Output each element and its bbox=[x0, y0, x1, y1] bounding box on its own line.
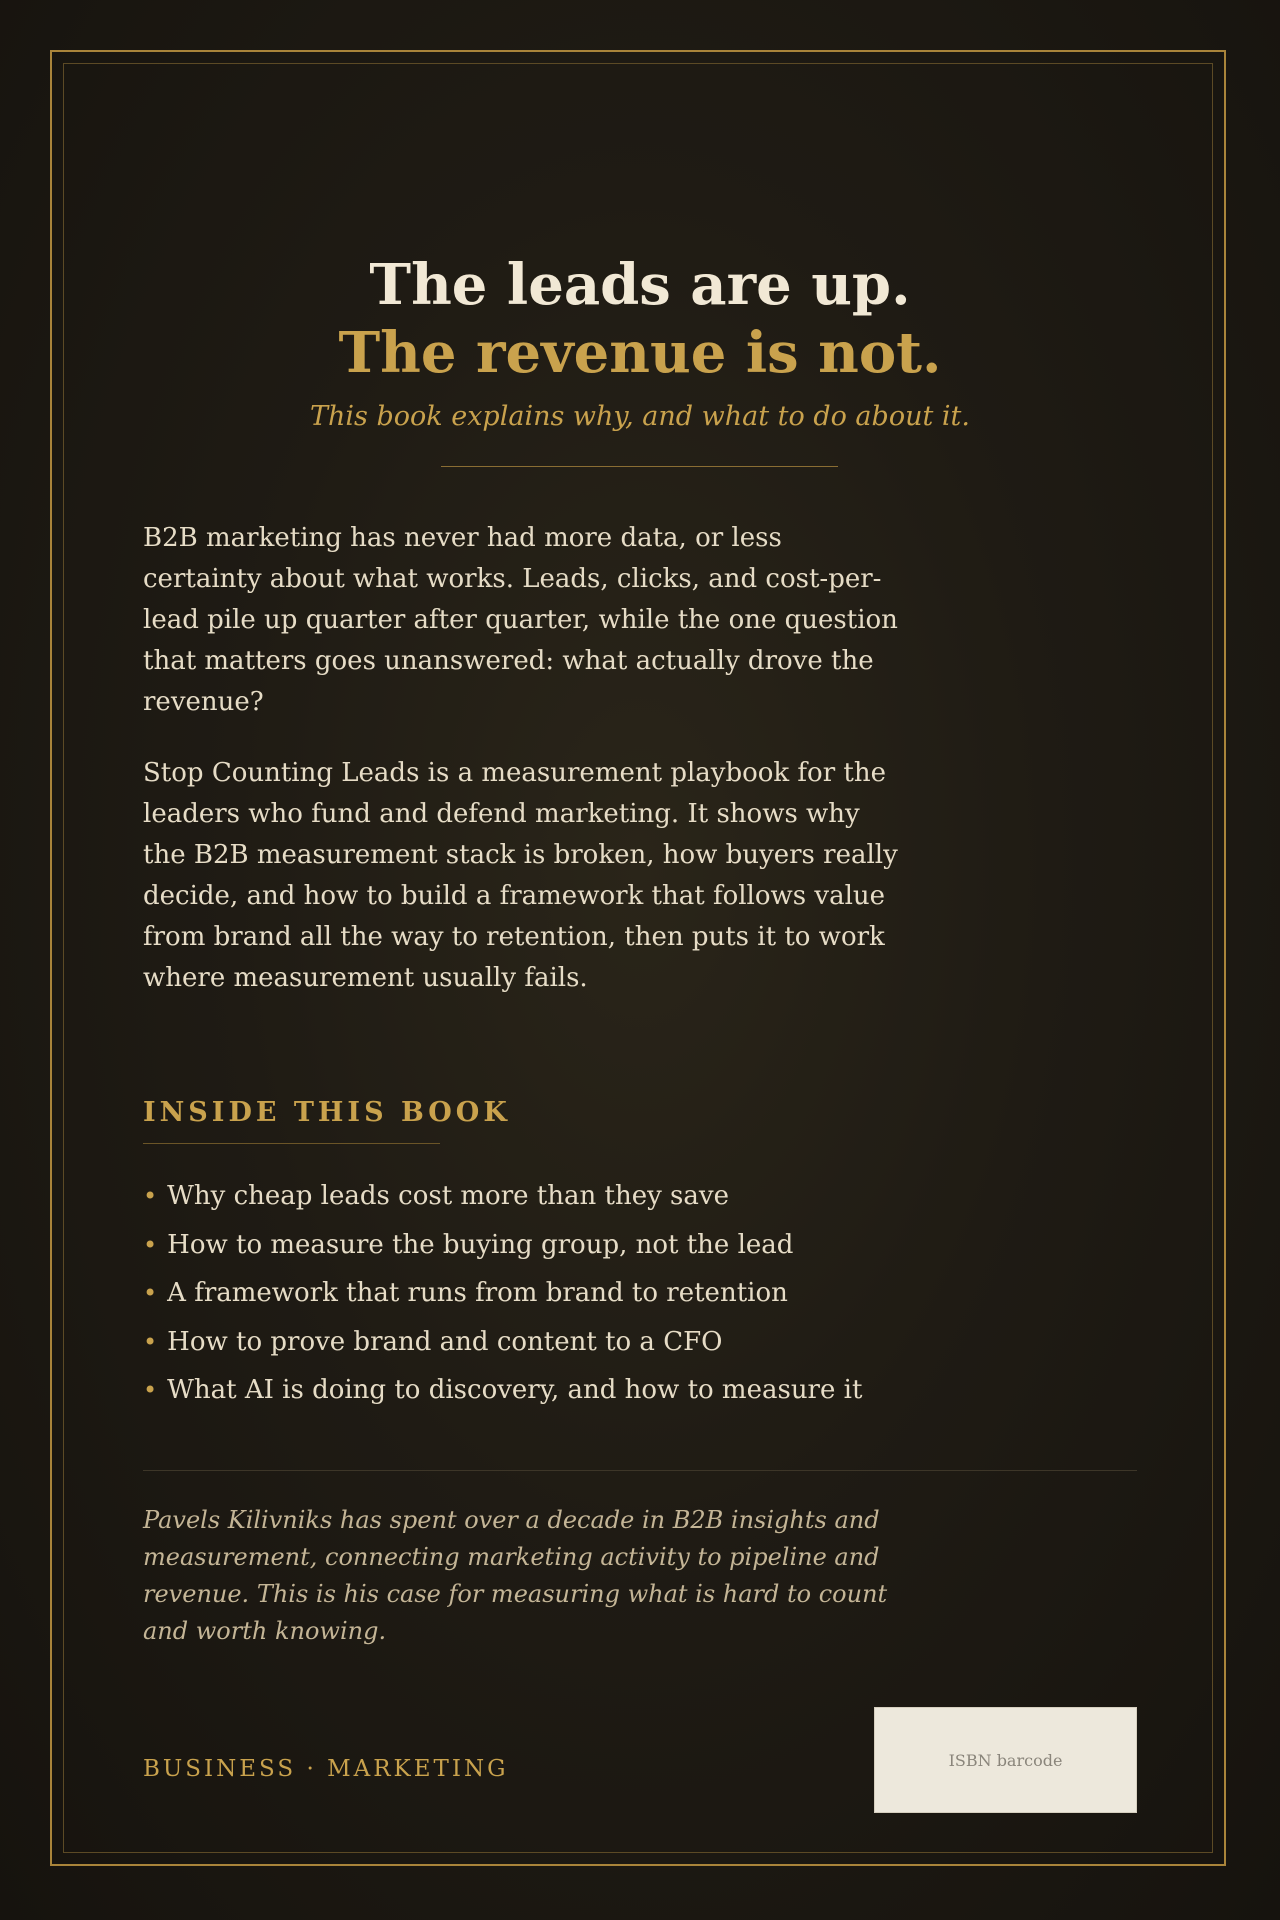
author-bio: Pavels Kilivniks has spent over a decade in B2B insights and measurement, connecting marketing activity to pipeline and revenue. This is his case for measuring what is hard to count and worth knowing. bbox=[143, 1506, 888, 1645]
list-item-text: How to prove brand and content to a CFO bbox=[167, 1326, 723, 1357]
bullet-icon: • bbox=[143, 1376, 158, 1404]
section-heading-underline bbox=[143, 1143, 440, 1144]
list-item-text: Why cheap leads cost more than they save bbox=[167, 1181, 729, 1211]
tagline: This book explains why, and what to do about it. bbox=[310, 401, 970, 432]
bullet-icon: • bbox=[143, 1327, 158, 1356]
list-item bbox=[143, 1269, 862, 1318]
bio-divider bbox=[143, 1470, 1137, 1471]
list-item bbox=[143, 1172, 862, 1221]
bullet-icon: • bbox=[143, 1230, 158, 1259]
headline-line-1: The leads are up. bbox=[369, 252, 911, 318]
barcode-label: ISBN barcode bbox=[948, 1750, 1063, 1770]
list-item bbox=[143, 1366, 862, 1415]
list-item-text: A framework that runs from brand to retention bbox=[167, 1278, 788, 1308]
list-item-text: How to measure the buying group, not the lead bbox=[167, 1229, 794, 1260]
list-item bbox=[143, 1318, 862, 1367]
bullet-icon: • bbox=[143, 1279, 158, 1307]
isbn-barcode-placeholder bbox=[874, 1707, 1137, 1813]
bullet-icon: • bbox=[143, 1182, 158, 1210]
headline-line-2: The revenue is not. bbox=[338, 320, 942, 386]
list-item bbox=[143, 1221, 862, 1270]
list-item-text: What AI is doing to discovery, and how to measure it bbox=[167, 1375, 863, 1405]
blurb-paragraph-2: Stop Counting Leads is a measurement playbook for the leaders who fund and defend marketing. It shows why the B2B measurement stack is broken, how buyers really decide, and how to build a framework that follows value from brand all the way to retention, then puts it to work where measurement usually fails. bbox=[143, 758, 898, 993]
contents-bullet-list bbox=[143, 1172, 862, 1415]
category-label: BUSINESS · MARKETING bbox=[143, 1756, 509, 1782]
blurb-paragraph-1: B2B marketing has never had more data, or less certainty about what works. Leads, clicks, and cost-per-lead pile up quarter after quarter, while the one question that matters goes unanswered: what actually drove the revenue? bbox=[143, 523, 898, 717]
headline-divider bbox=[441, 466, 838, 467]
section-heading-inside-this-book: INSIDE THIS BOOK bbox=[143, 1097, 511, 1128]
